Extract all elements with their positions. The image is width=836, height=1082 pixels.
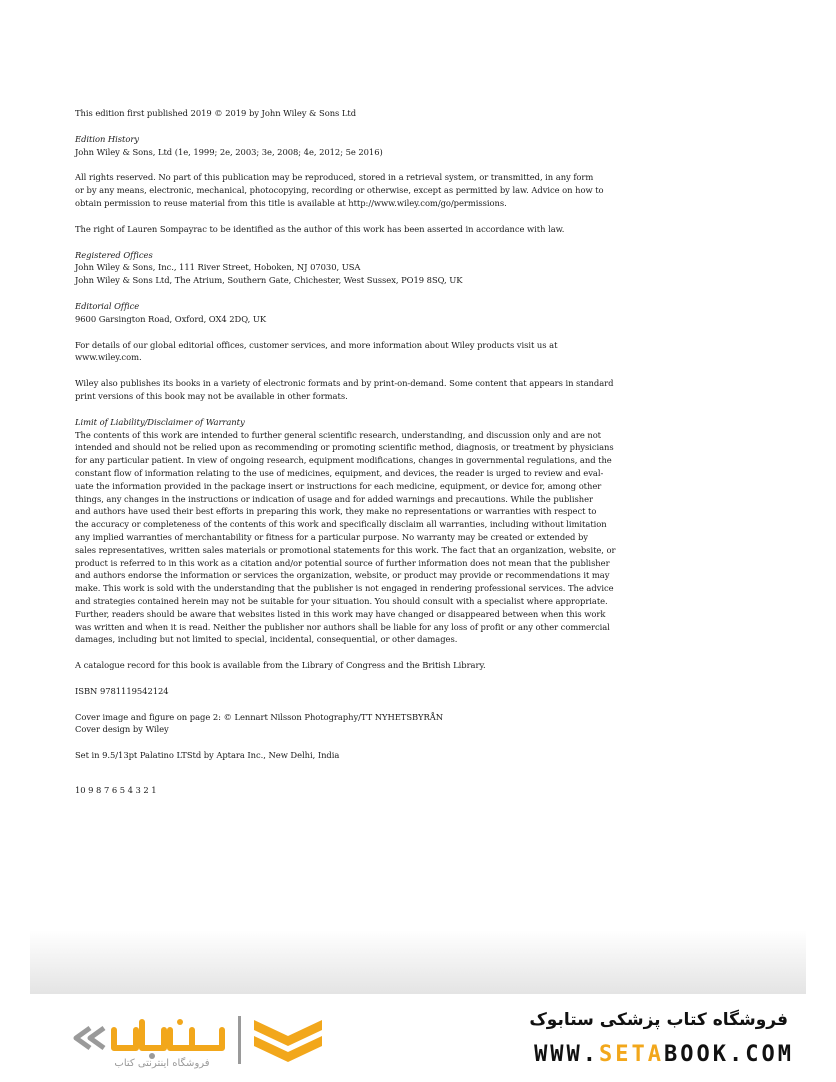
liability-heading: Limit of Liability/Disclaimer of Warranty <box>75 416 245 427</box>
page-bottom-shadow <box>30 930 806 994</box>
print-line: 10 9 8 7 6 5 4 3 2 1 <box>75 785 157 796</box>
edition-history-heading: Edition History <box>75 133 139 144</box>
watermark-footer <box>0 994 836 1080</box>
formats-notice: Wiley also publishes its books in a variety of electronic formats and by print-on-demand. Some content that appears in standard print versions of this book may not be available in other formats. <box>75 378 614 401</box>
edition-history <box>75 133 620 159</box>
registered-offices-heading: Registered Offices <box>75 249 153 260</box>
logo-tagline: فروشگاه اینترنتی کتاب <box>114 1058 210 1069</box>
isbn: ISBN 9781119542124 <box>75 685 169 696</box>
url-suffix: BOOK.COM <box>664 1042 794 1067</box>
typeset-note: Set in 9.5/13pt Palatino LTStd by Aptara Inc., New Delhi, India <box>75 750 340 761</box>
liability-disclaimer: Limit of Liability/Disclaimer of Warranty The contents of this work are intended to further general scientific research, understanding, and discussion only and are not intended and should not be relied upon as recommending or promoting scientific method, diagnosis, or treatment by physicians for any particular patient. In view of ongoing research, equipment modifications, changes in governmental regulations, and the constant flow of information relating to the use of medicines, equipment, and devices, the reader is urged to review and eval- uate the information provided in the package insert or instructions for each medicine, equipment, or device for, among other things, any changes in the instructions or indication of usage and for added warnings and precautions. While the publisher and authors have used their best efforts in preparing this work, they make no representations or warranties with respect to the accuracy or completeness of the contents of this work and specifically disclaim all warranties, including without limitation any implied warranties of merchantability or fitness for a particular purpose. No warranty may be created or extended by sales representatives, written sales materials or promotional statements for this work. The fact that an organization, website, or product is referred to in this work as a citation and/or potential source of further information does not mean that the publisher and authors endorse the information or services the organization, website, or product may provide or recommendations it may make. This work is sold with the understanding that the publisher is not engaged in rendering professional services. The advice and strategies contained herein may not be suitable for your situation. You should consult with a specialist where appropriate. Further, readers should be aware that websites listed in this work may have changed or disappeared between when this work was written and when it is read. Neither the publisher nor authors shall be liable for any loss of profit or any other commercial damages, including but not limited to special, incidental, consequential, or other damages. <box>75 416 620 646</box>
catalogue-record: A catalogue record for this book is available from the Library of Congress and the British Library. <box>75 660 486 671</box>
edition-history-text: John Wiley & Sons, Ltd (1e, 1999; 2e, 2003; 3e, 2008; 4e, 2012; 5e 2016) <box>75 146 383 157</box>
first-published: This edition first published 2019 © 2019 by John Wiley & Sons Ltd <box>75 108 357 118</box>
details-notice: For details of our global editorial offices, customer services, and more information about Wiley products visit us at www.wiley.com. <box>75 339 558 363</box>
url-prefix: WWW. <box>534 1042 600 1067</box>
cover-credits: Cover image and figure on page 2: © Lennart Nilsson Photography/TT NYHETSBYRÅN Cover design by Wiley <box>75 711 444 735</box>
rights-notice: All rights reserved. No part of this publication may be reproduced, stored in a retrieval system, or transmitted, in any form or by any means, electronic, mechanical, photocopying, recording or otherwise, except as permitted by law. Advice on how to obtain permission to reuse material from this title is available at http://www.wiley.com/go/permissions. <box>75 172 604 208</box>
editorial-office: Editorial Office 9600 Garsington Road, Oxford, OX4 2DQ, UK <box>75 300 620 326</box>
store-name: فروشگاه کتاب پزشکی ستابوک <box>529 1010 788 1030</box>
copyright-page <box>75 107 620 810</box>
editorial-office-heading: Editorial Office <box>75 300 140 311</box>
url-accent: SETA <box>599 1042 665 1067</box>
setabook-logo <box>62 1008 332 1078</box>
author-right: The right of Lauren Sompayrac to be identified as the author of this work has been asserted in accordance with law. <box>75 223 565 234</box>
registered-offices: Registered Offices John Wiley & Sons, Inc., 111 River Street, Hoboken, NJ 07030, USA John Wiley & Sons Ltd, The Atrium, Southern Gate, Chichester, West Sussex, PO19 8SQ, UK <box>75 249 620 287</box>
store-url <box>430 1042 794 1067</box>
